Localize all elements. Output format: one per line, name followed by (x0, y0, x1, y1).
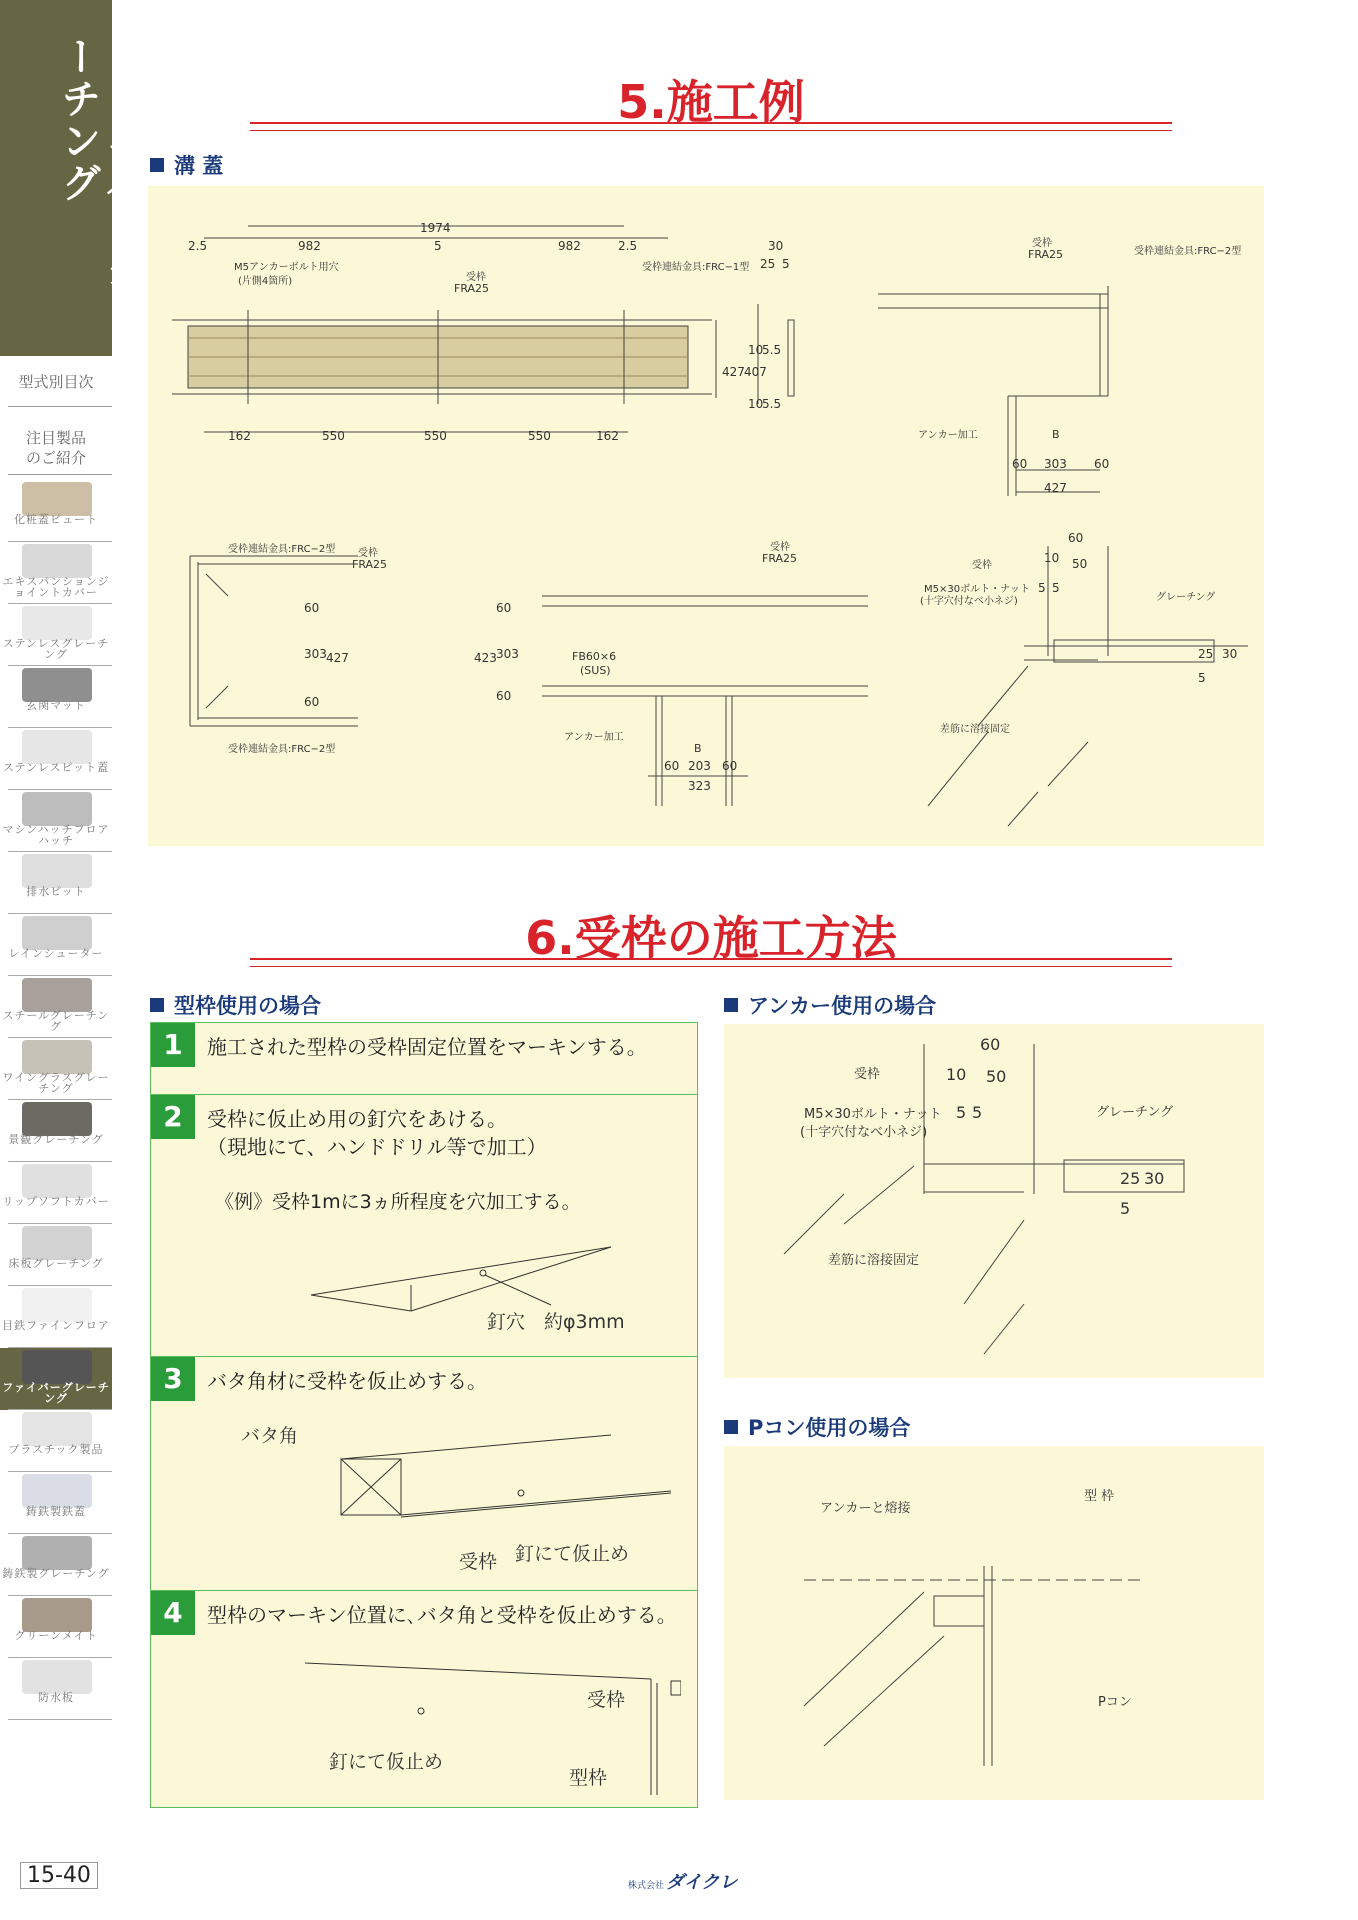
step-note: 《例》受枠1mに3ヵ所程度を穴加工する。 (215, 1191, 581, 1213)
svg-text:B: B (1052, 428, 1060, 441)
svg-text:FRA25: FRA25 (352, 558, 388, 571)
svg-text:10: 10 (748, 343, 764, 357)
step-2 (150, 1094, 698, 1358)
svg-text:M5アンカーボルト用穴: M5アンカーボルト用穴 (234, 262, 339, 273)
sidebar-item-label: リップソフトカバー (2, 1195, 110, 1208)
sidebar-item-label: マシンハッチフロアハッチ (2, 823, 110, 847)
svg-text:2.5: 2.5 (188, 239, 208, 253)
svg-text:60: 60 (304, 601, 320, 615)
svg-text:10: 10 (748, 397, 764, 411)
svg-text:427: 427 (1044, 481, 1067, 495)
sidebar-item[interactable] (0, 914, 112, 976)
svg-text:60: 60 (496, 689, 512, 703)
step-text: バタ角材に受枠を仮止めする。 (207, 1369, 487, 1393)
svg-text:差筋に溶接固定: 差筋に溶接固定 (828, 1253, 920, 1268)
svg-text:550: 550 (424, 429, 447, 443)
svg-text:5.5: 5.5 (762, 343, 782, 357)
svg-text:30: 30 (1222, 647, 1238, 661)
svg-text:M5×30ボルト・ナット: M5×30ボルト・ナット (804, 1107, 942, 1122)
svg-text:受枠: 受枠 (972, 560, 992, 571)
svg-text:B: B (694, 742, 702, 755)
product-thumbnail (22, 1040, 92, 1074)
svg-text:(片側4箇所): (片側4箇所) (238, 276, 293, 287)
section6-rule (250, 958, 1172, 967)
svg-text:FRA25: FRA25 (1028, 248, 1064, 261)
svg-text:FRA25: FRA25 (762, 552, 798, 565)
svg-text:303: 303 (496, 647, 519, 661)
svg-text:427: 427 (722, 365, 745, 379)
anchor-heading: アンカー使用の場合 (724, 990, 936, 1020)
pcon-heading: Pコン使用の場合 (724, 1412, 910, 1442)
sidebar-item-label: エキスパンションジョイントカバー (2, 575, 110, 599)
sidebar-link-featured[interactable]: 注目製品のご紹介 (25, 429, 86, 467)
step-3 (150, 1356, 698, 1592)
section5-drawings (148, 186, 1264, 846)
svg-text:受枠連結金具:FRC−2型: 受枠連結金具:FRC−2型 (1134, 246, 1242, 257)
sidebar-item-label: スチールグレーチング (2, 1009, 110, 1033)
svg-text:60: 60 (722, 759, 738, 773)
svg-text:(十字穴付なべ小ネジ): (十字穴付なべ小ネジ) (800, 1125, 928, 1140)
sidebar-item-label: ワイングラスグレーチング (2, 1071, 110, 1095)
sidebar-item-label: グリーンメイト (14, 1629, 98, 1642)
svg-text:60: 60 (1094, 457, 1110, 471)
svg-text:(SUS): (SUS) (580, 664, 611, 677)
svg-text:427: 427 (326, 651, 349, 665)
svg-text:Pコン: Pコン (1098, 1695, 1132, 1710)
section6-title: 6.受枠の施工方法 (525, 911, 897, 965)
svg-text:60: 60 (664, 759, 680, 773)
product-thumbnail (22, 916, 92, 950)
svg-text:50: 50 (1072, 557, 1088, 571)
formwork-heading: 型枠使用の場合 (150, 990, 321, 1020)
svg-text:162: 162 (228, 429, 251, 443)
frame-label: 受枠 (587, 1689, 626, 1711)
product-thumbnail (22, 1660, 92, 1694)
sidebar-item[interactable] (0, 1534, 112, 1596)
sidebar-item-label: 鋳鉄製鉄蓋 (26, 1505, 86, 1518)
svg-text:5: 5 (1120, 1199, 1131, 1218)
svg-text:受枠連結金具:FRC−1型: 受枠連結金具:FRC−1型 (642, 262, 750, 273)
svg-text:5: 5 (434, 239, 442, 253)
svg-text:423: 423 (474, 651, 497, 665)
svg-text:60: 60 (496, 601, 512, 615)
batten-label: バタ角 (241, 1425, 299, 1447)
svg-text:型 枠: 型 枠 (1084, 1489, 1115, 1504)
sidebar-item[interactable] (0, 1162, 112, 1224)
pcon-detail-drawing (724, 1446, 1264, 1800)
svg-text:受枠: 受枠 (358, 548, 378, 559)
anchor-detail-drawing (724, 1024, 1264, 1378)
sidebar (0, 0, 145, 1920)
sidebar-item-label: 排水ピット (26, 885, 86, 898)
step-text: 施工された型枠の受枠固定位置をマーキンする。 (207, 1035, 647, 1059)
product-thumbnail (22, 854, 92, 888)
sidebar-item-label: 目鉄ファインフロア (2, 1319, 110, 1332)
svg-text:550: 550 (528, 429, 551, 443)
svg-text:407: 407 (744, 365, 767, 379)
product-thumbnail (22, 730, 92, 764)
sidebar-item[interactable] (0, 728, 112, 790)
sidebar-item[interactable] (0, 666, 112, 728)
sidebar-category-title: ファイバーグレーチング (55, 36, 145, 330)
sidebar-item-label: 鋳鉄製グレーチング (2, 1567, 110, 1580)
svg-text:203: 203 (688, 759, 711, 773)
sidebar-item-label: 玄関マット (26, 699, 86, 712)
sidebar-item[interactable] (0, 1410, 112, 1472)
svg-text:30: 30 (768, 239, 784, 253)
step-text: 型枠のマーキン位置に､バタ角と受枠を仮止めする。 (207, 1603, 677, 1627)
svg-text:60: 60 (1068, 531, 1084, 545)
sidebar-item-label: 化粧蓋ピュート (14, 513, 98, 526)
product-thumbnail (22, 1164, 92, 1198)
hole-label: 釘穴 約φ3mm (487, 1311, 625, 1333)
product-thumbnail (22, 1412, 92, 1446)
svg-text:受枠: 受枠 (1032, 238, 1052, 249)
sidebar-item[interactable] (0, 1658, 112, 1720)
product-thumbnail (22, 792, 92, 826)
product-thumbnail (22, 1536, 92, 1570)
svg-text:M5×30ボルト・ナット: M5×30ボルト・ナット (924, 584, 1030, 595)
formwork-label: 型枠 (569, 1767, 608, 1789)
section5-rule (250, 122, 1172, 131)
formwork-figure (301, 1647, 681, 1797)
svg-text:303: 303 (304, 647, 327, 661)
svg-text:グレーチング: グレーチング (1096, 1105, 1174, 1120)
sidebar-item[interactable] (0, 976, 112, 1038)
product-thumbnail (22, 1102, 92, 1136)
sidebar-item[interactable] (0, 542, 112, 604)
svg-text:1974: 1974 (420, 221, 451, 235)
product-thumbnail (22, 1288, 92, 1322)
sidebar-item-label: ステンレスピット蓋 (2, 761, 110, 774)
svg-text:10: 10 (946, 1065, 967, 1084)
svg-text:25: 25 (1198, 647, 1214, 661)
svg-text:アンカーと熔接: アンカーと熔接 (820, 1501, 911, 1516)
sidebar-item[interactable] (0, 1472, 112, 1534)
step-number: 2 (151, 1095, 195, 1139)
sidebar-item[interactable] (0, 1348, 112, 1410)
section5-subtitle: 溝 蓋 (150, 150, 223, 180)
svg-text:5: 5 (1038, 581, 1046, 595)
svg-text:60: 60 (980, 1035, 1001, 1054)
sidebar-item[interactable] (0, 1596, 112, 1658)
product-thumbnail (22, 1226, 92, 1260)
svg-text:受枠: 受枠 (770, 542, 790, 553)
product-thumbnail (22, 978, 92, 1012)
step-text: 受枠に仮止め用の釘穴をあける。 （現地にて、ハンドドリル等で加工） (207, 1107, 547, 1159)
svg-text:受枠連結金具:FRC−2型: 受枠連結金具:FRC−2型 (228, 744, 336, 755)
nail-label: 釘にて仮止め (515, 1543, 630, 1565)
sidebar-item[interactable] (0, 1038, 112, 1100)
step-1 (150, 1022, 698, 1096)
svg-text:60: 60 (1012, 457, 1028, 471)
svg-text:FRA25: FRA25 (454, 282, 490, 295)
svg-text:982: 982 (298, 239, 321, 253)
sidebar-item[interactable] (0, 1286, 112, 1348)
product-thumbnail (22, 1598, 92, 1632)
svg-text:アンカー加工: アンカー加工 (564, 732, 624, 743)
sidebar-category-header (0, 0, 145, 356)
sidebar-item[interactable] (0, 1224, 112, 1286)
svg-text:受枠: 受枠 (466, 272, 486, 283)
sidebar-item[interactable] (0, 790, 112, 852)
sidebar-item-label: ファイバーグレーチング (2, 1381, 110, 1405)
company-logo: ダイクレ (666, 1872, 738, 1893)
anchor-panel (724, 1024, 1264, 1378)
svg-text:25: 25 (1120, 1169, 1141, 1188)
step-number: 1 (151, 1023, 195, 1067)
sidebar-item-label: プラスチック製品 (8, 1443, 104, 1456)
svg-text:982: 982 (558, 239, 581, 253)
svg-text:323: 323 (688, 779, 711, 793)
step-number: 3 (151, 1357, 195, 1401)
sidebar-item-label: 防水板 (38, 1691, 74, 1704)
svg-text:303: 303 (1044, 457, 1067, 471)
svg-text:差筋に溶接固定: 差筋に溶接固定 (940, 724, 1010, 735)
sidebar-item-label: 床板グレーチング (8, 1257, 104, 1270)
svg-text:FB60×6: FB60×6 (572, 650, 617, 663)
svg-text:受枠連結金具:FRC−2型: 受枠連結金具:FRC−2型 (228, 544, 336, 555)
svg-text:5: 5 (1052, 581, 1060, 595)
svg-text:50: 50 (986, 1067, 1007, 1086)
svg-text:5: 5 (956, 1103, 967, 1122)
sidebar-item-label: レインシューター (8, 947, 104, 960)
sidebar-item[interactable] (0, 604, 112, 666)
frame-label: 受枠 (459, 1551, 498, 1573)
pcon-panel (724, 1446, 1264, 1800)
product-thumbnail (22, 1474, 92, 1508)
product-thumbnail (22, 668, 92, 702)
nail-label: 釘にて仮止め (329, 1751, 444, 1773)
svg-text:5: 5 (782, 257, 790, 271)
svg-text:(十字穴付なべ小ネジ): (十字穴付なべ小ネジ) (920, 596, 1018, 607)
section5-drawing-panel (148, 186, 1264, 846)
svg-text:グレーチング: グレーチング (1156, 592, 1216, 603)
svg-text:30: 30 (1144, 1169, 1165, 1188)
svg-text:受枠: 受枠 (854, 1067, 881, 1082)
product-thumbnail (22, 606, 92, 640)
svg-text:5: 5 (972, 1103, 983, 1122)
sidebar-link-index[interactable]: 型式別目次 (18, 373, 94, 391)
svg-text:60: 60 (304, 695, 320, 709)
page-number: 15-40 (20, 1862, 98, 1889)
product-thumbnail (22, 544, 92, 578)
product-thumbnail (22, 482, 92, 516)
svg-text:25: 25 (760, 257, 776, 271)
step-number: 4 (151, 1591, 195, 1635)
sidebar-item[interactable] (0, 480, 112, 542)
sidebar-item-label: ステンレスグレーチング (2, 637, 110, 661)
svg-text:アンカー加工: アンカー加工 (918, 430, 978, 441)
step-4 (150, 1590, 698, 1808)
svg-text:162: 162 (596, 429, 619, 443)
section5-title: 5.施工例 (617, 75, 805, 129)
svg-text:5.5: 5.5 (762, 397, 782, 411)
product-thumbnail (22, 1350, 92, 1384)
sidebar-item[interactable] (0, 1100, 112, 1162)
svg-text:550: 550 (322, 429, 345, 443)
batten-figure (311, 1427, 691, 1547)
company-prefix: 株式会社 (628, 1881, 665, 1891)
svg-text:10: 10 (1044, 551, 1060, 565)
sidebar-item-label: 景観グレーチング (8, 1133, 104, 1146)
svg-text:5: 5 (1198, 671, 1206, 685)
sidebar-item[interactable] (0, 852, 112, 914)
svg-text:2.5: 2.5 (618, 239, 638, 253)
